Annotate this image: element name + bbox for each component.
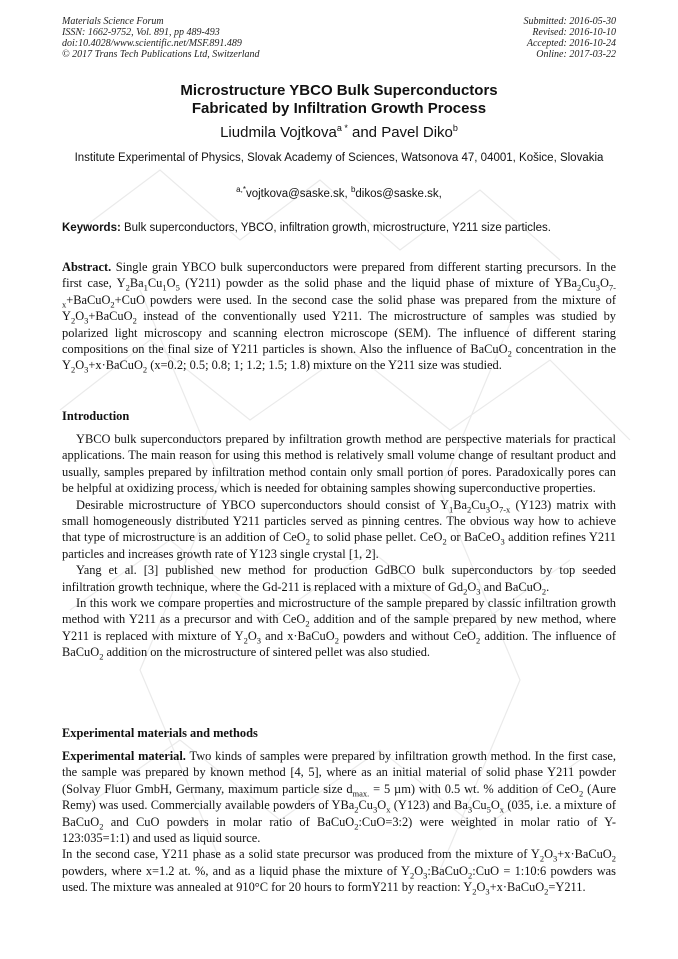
text: . [546,579,550,594]
text: =Y211. [548,880,586,895]
text: Two kinds of samples were prepared by infiltration growth method. In the first case, the sample was prepared by known method [4, 5], where as an initial material of solid phase Y211 powder (Solvay Fluor GmbH, Germany, maximum particle size d [62,749,617,796]
text: Yang et al. [3] published new method for production GdBCO bulk superconductors by top seeded infiltration growth technique, where the Gd-211 is replaced with a mixture of Gd [62,563,616,594]
sub: 3 [485,886,490,897]
text: powders and without CeO [338,628,476,643]
sub: 1 [449,504,454,515]
journal-header [62,16,260,60]
sub: 2 [132,315,137,326]
methods-heading: Experimental materials and methods [62,726,258,740]
paper-title [0,82,678,118]
text: O [377,798,387,813]
title-line-2: Fabricated by Infiltration Growth Process [191,100,487,117]
text: :CuO=3:2) were weighted in molar ratio of Y-123:035=1:1) and used as liquid source. [62,814,616,846]
sub: 2 [70,315,76,326]
text: addition. The influence of BaCuO [62,628,616,660]
text: :BaCuO [427,863,469,878]
author-2: Pavel Diko [381,124,453,141]
sub: 3 [372,804,378,815]
sub: 3 [485,504,490,515]
sub: 1 [162,282,167,293]
sub: 2 [507,348,512,359]
intro-paragraph-1: YBCO bulk superconductors prepared by infiltration growth method are perspective materials for practical applications. The main reason for using this method is relatively small volume change of resultant product and usually, samples prepared by infiltration method contain only small portion of pores. Paradoxically pores can be helpful at oxidizing process, which is needed for obtaining samples showing superconductive properties. [62,432,616,496]
text: addition on the microstructure of sintered pellet was also studied. [103,645,430,660]
text: Cu [471,497,486,512]
sub: 2 [334,635,339,646]
sub: 2 [354,821,359,832]
text: O [489,497,499,512]
sub: 2 [125,282,130,293]
text: or BaCeO [446,530,501,545]
text: Cu [472,798,487,813]
abstract-text: Ba [129,276,144,291]
sub: 2 [305,618,310,629]
sub: 3 [84,315,89,326]
abstract-text: +x·BaCuO [88,358,143,373]
sub: x [386,804,391,815]
sub: 3 [553,853,558,864]
revised-date: Revised: 2016-10-10 [532,27,616,38]
text: In the second case, Y211 phase as a solid state precursor was produced from the mixture of Y [62,847,540,862]
email-1-mark: a,* [236,185,246,195]
sub: 2 [354,804,359,815]
sub: 1 [143,282,148,293]
sub: 2 [539,853,545,864]
sub: 2 [142,364,148,375]
affiliation: Institute Experimental of Physics, Slovak Academy of Sciences, Watsonova 47, 04001, Košice, Slovakia [74,152,604,164]
email-2: dikos@saske.sk, [355,188,442,200]
sub: 7-x [498,504,511,515]
abstract-text: O [599,276,609,291]
sub: 3 [476,586,481,597]
sub: 2 [578,788,584,799]
sub: 2 [468,870,473,881]
sub: 2 [472,886,477,897]
intro-paragraph-3 [62,562,616,595]
abstract-text: Single grain YBCO bulk superconductors were prepared from different starting precursors. In the first case, Y [62,260,616,291]
online-date: Online: 2017-03-22 [536,49,616,60]
sub: 2 [70,364,76,375]
sub: 3 [256,635,262,646]
abstract-text: O [75,358,85,373]
author-2-mark: b [452,123,458,133]
abstract-label: Abstract. [62,260,112,274]
text: O [544,847,554,862]
emails [0,186,678,202]
email-1: vojtkova@saske.sk, [245,188,351,200]
abstract-text: O [166,276,176,291]
sub: 3 [467,804,473,815]
keywords-label: Keywords: [62,222,121,234]
sub: 2 [611,853,616,864]
sub: 2 [463,586,468,597]
sub: 3 [500,536,505,547]
text: addition and of the sample prepared by new method, where Y211 is replaced with mixture of Y [62,612,617,643]
text: O [467,579,477,594]
intro-paragraph-2 [62,497,616,563]
text: O [247,628,257,643]
methods-paragraph-2 [62,846,616,895]
sub: 2 [467,504,472,515]
abstract [62,259,616,374]
journal-name: Materials Science Forum [62,16,164,27]
sub: max. [352,788,370,799]
email-2-mark: b [350,185,356,195]
intro-heading: Introduction [62,409,130,423]
sub: 2 [544,886,549,897]
intro-paragraph-4 [62,595,616,661]
abstract-text: (Y211) powder as the solid phase and the liquid phase of mixture of YBa [179,276,577,291]
text: (Y123) matrix with small homogeneously distributed Y211 particles served as pinning centres. The obvious way how to achieve that type of microstructure is an addition of CeO [62,497,617,545]
text: and CuO powders in molar ratio of BaCuO [103,814,355,829]
sub: 2 [476,635,481,646]
abstract-text: O [75,309,85,324]
keywords [62,220,616,236]
title-line-1: Microstructure YBCO Bulk Superconductors [180,82,498,99]
sub: 2 [110,299,115,310]
text: :CuO = 1:10:6 powders was used. The mixture was annealed at 910°C for 20 hours to formY211 by reaction: Y [62,863,616,895]
text: (Aure Remy) was used. Commercially available powders of YBa [62,781,616,813]
sub: 2 [541,586,547,597]
author-and: and [347,124,382,141]
copyright: © 2017 Trans Tech Publications Ltd, Switzerland [62,49,260,60]
text: O [476,880,486,895]
sub: 5 [486,804,491,815]
methods-label: Experimental material. [62,749,186,763]
issn: ISSN: 1662-9752, Vol. 891, pp 489-493 [62,27,220,38]
dates-header [524,16,617,60]
sub: 3 [423,870,428,881]
doi: doi:10.4028/www.scientific.net/MSF.891.489 [62,38,242,49]
sub: 2 [577,282,582,293]
abstract-text: concentration in the Y [62,342,616,373]
abstract-text: +BaCuO [66,292,111,307]
text: In this work we compare properties and microstructure of the sample prepared by classic infiltration growth method with Y211 as a precursor and with CeO [62,596,616,627]
abstract-text: +CuO powders were used. In the second case the solid phase was prepared from the mixture of Y [62,292,616,324]
text: addition refines Y211 particles and increases growth rate of Y123 single crystal [1, 2]. [62,530,616,561]
intro-section [62,431,616,661]
text: Ba [453,497,468,512]
sub: 2 [442,536,447,547]
sub: 3 [595,282,600,293]
methods-paragraph-1 [62,748,616,846]
text: O [414,863,424,878]
sub: 3 [84,364,89,375]
sub: 2 [409,870,415,881]
text: Cu [358,798,373,813]
text: (035, i.e. a mixture of BaCuO [62,798,616,829]
sub: x [499,804,505,815]
methods-section [62,748,616,896]
sub: 2 [305,536,310,547]
abstract-text: (x=0.2; 0.5; 0.8; 1; 1.2; 1.5; 1.8) mixture on the Y211 size was studied. [147,358,502,373]
text: = 5 µm) with 0.5 wt. % addition of CeO [369,781,579,796]
text: +x·BaCuO [489,880,545,895]
abstract-text: +BaCuO [88,309,133,324]
sub: 5 [175,282,180,293]
text: to solid phase pellet. CeO [309,530,443,545]
author-1-mark: a * [336,123,348,133]
submitted-date: Submitted: 2016-05-30 [523,16,616,27]
sub: 7-x [62,282,617,310]
text: and BaCuO [480,579,542,594]
sub: 2 [99,821,104,832]
author-1: Liudmila Vojtkova [220,124,337,141]
abstract-text: Cu [147,276,163,291]
keywords-text: Bulk superconductors, YBCO, infiltration growth, microstructure, Y211 size particles. [120,222,551,234]
sub: 2 [99,651,104,662]
abstract-text: Cu [581,276,596,291]
accepted-date: Accepted: 2016-10-24 [526,38,616,49]
text: and x·BaCuO [261,628,335,643]
abstract-text: instead of the conventionally used Y211. The microstructure of samples was studied by polarized light microscopy and scanning electron microscope (SEM). The influence of different staring compositions on the final size of Y211 particles is shown. Also the influence of BaCuO [62,309,616,357]
sub: 2 [243,635,248,646]
text: (Y123) and Ba [390,798,468,813]
text: Desirable microstructure of YBCO superconductors should consist of Y [76,497,449,512]
text: +x·BaCuO [557,847,612,862]
authors [0,124,678,142]
text: O [490,798,500,813]
text: powders, where x=1.2 at. %, and as a liquid phase the mixture of Y [62,863,410,878]
